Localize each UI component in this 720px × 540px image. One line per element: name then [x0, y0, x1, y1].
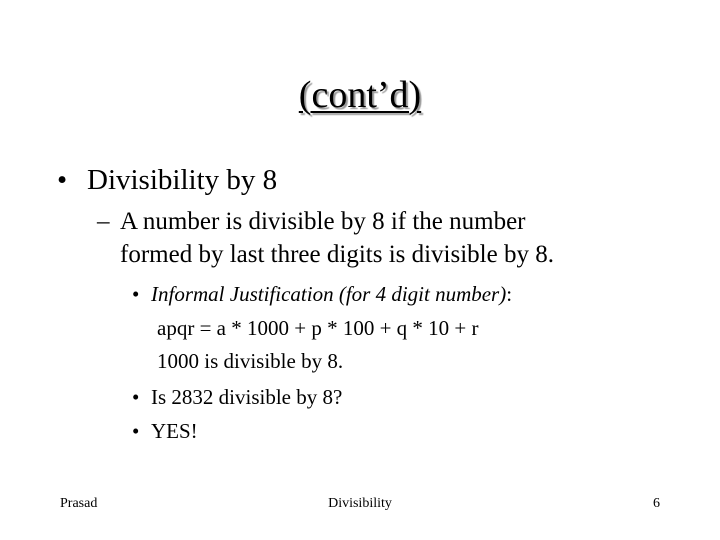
bullet-icon: •: [132, 385, 140, 409]
answer-text: YES!: [151, 419, 198, 443]
bullet-icon: •: [57, 164, 68, 196]
footer-topic: Divisibility: [328, 496, 392, 511]
bullet-text: Divisibility by 8: [87, 164, 278, 196]
equation-line: apqr = a * 1000 + p * 100 + q * 10 + r: [157, 316, 479, 340]
footer-page-number: 6: [653, 496, 660, 511]
sub-sub-bullet-answer: [132, 418, 198, 444]
bullet-icon: •: [132, 419, 140, 443]
dash-icon: –: [97, 208, 110, 235]
rule-line-1: A number is divisible by 8 if the number: [120, 208, 526, 235]
bullet-icon: •: [132, 282, 140, 306]
bullet-divisibility-by-8: [57, 163, 277, 197]
sub-sub-bullet-question: [132, 384, 342, 410]
footer-author: Prasad: [60, 496, 98, 511]
justification-label: Informal Justification (for 4 digit number): [151, 282, 507, 306]
slide-title: [0, 72, 720, 118]
conclusion-line: 1000 is divisible by 8.: [157, 349, 344, 373]
question-text: Is 2832 divisible by 8?: [151, 385, 343, 409]
sub-bullet-rule: [97, 205, 554, 271]
sub-sub-bullet-justification: [132, 281, 512, 307]
sub-bullet-rule-text: [120, 205, 554, 271]
rule-line-2: formed by last three digits is divisible by 8.: [120, 241, 554, 268]
slide-title-text: (cont’d): [298, 74, 422, 116]
justification-colon: :: [506, 282, 513, 306]
